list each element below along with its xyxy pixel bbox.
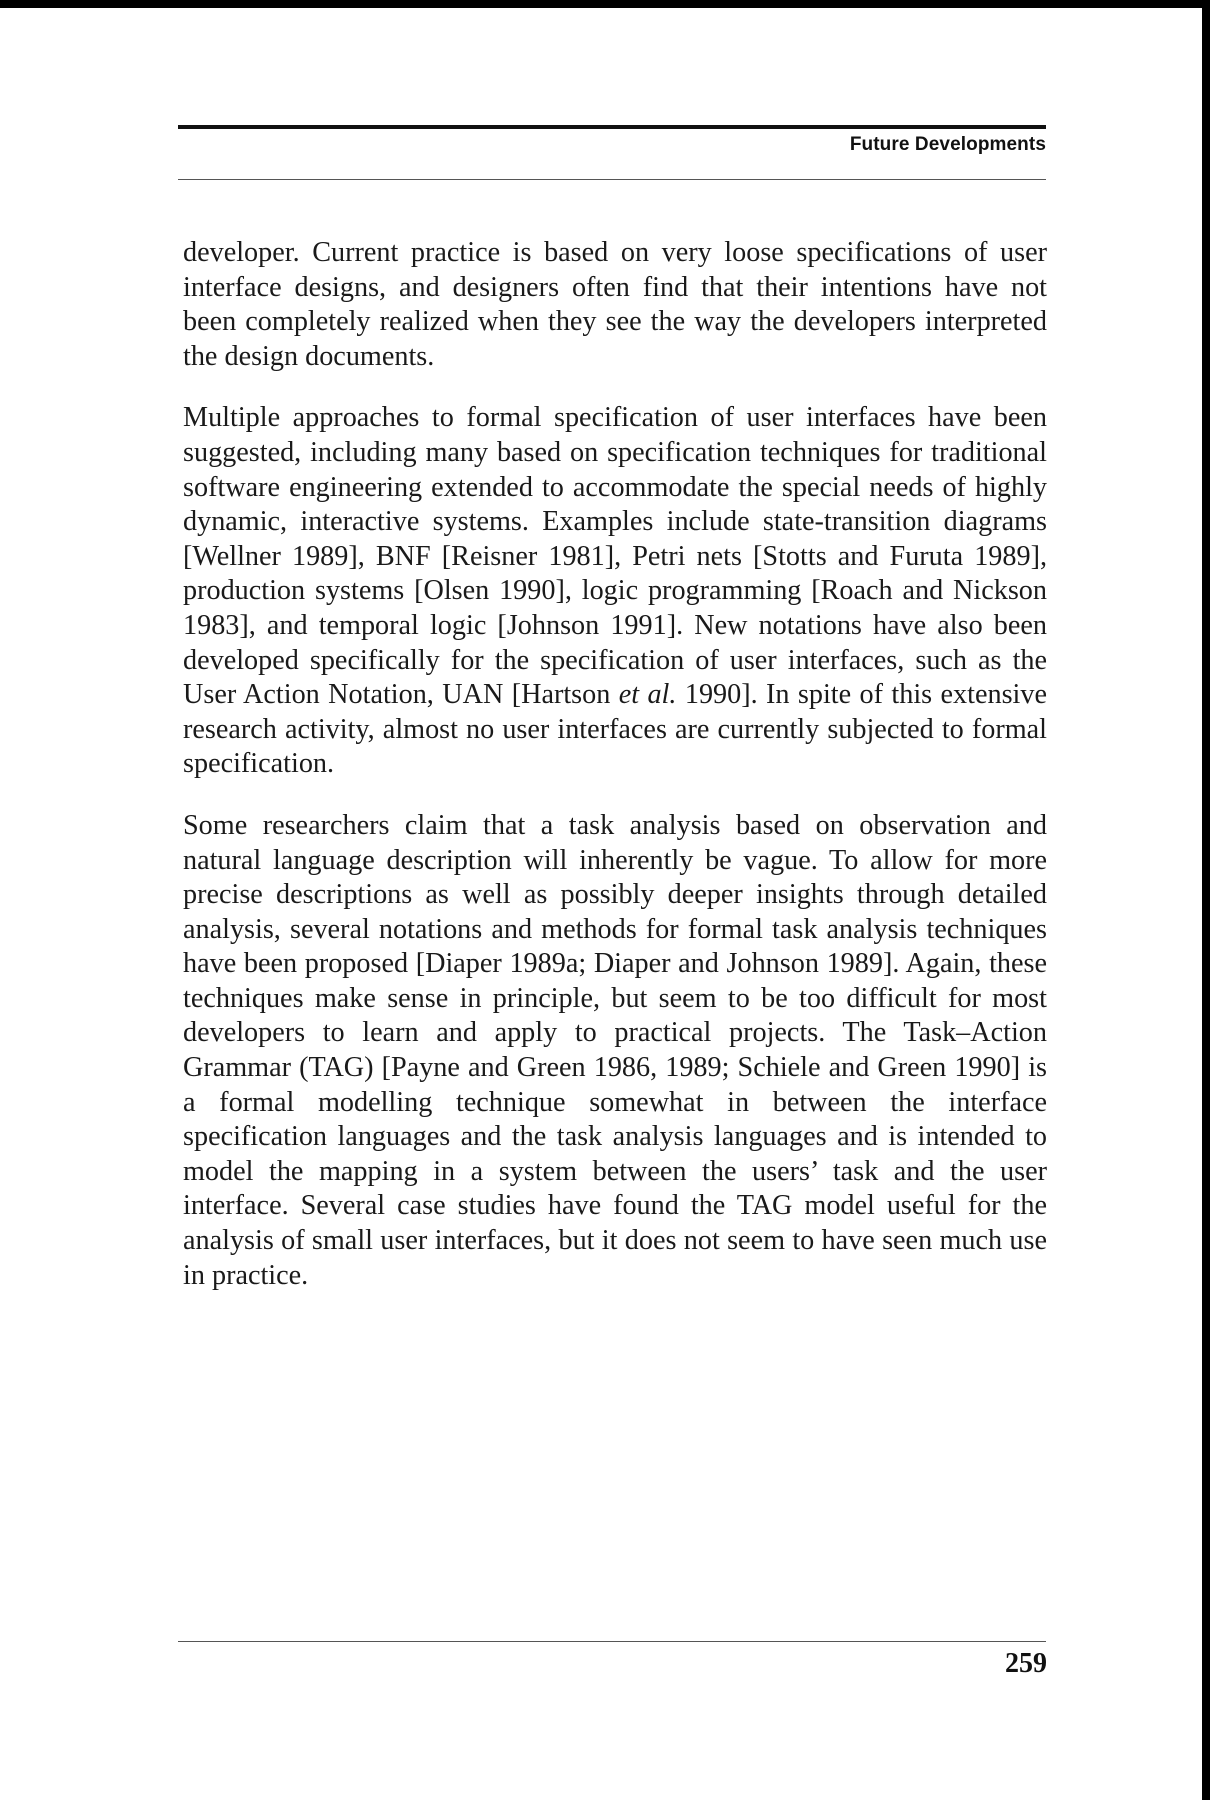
paragraph-1: developer. Current practice is based on very loose specifications of user interface designs, and designers often find that their intentions have not been completely realized when they see the way the developers interpreted the design documents. <box>183 237 1047 372</box>
body-text <box>183 236 1047 1320</box>
paragraph-2 <box>183 401 1047 782</box>
header-rule-thin <box>178 179 1046 180</box>
scan-border-right <box>1202 0 1210 1800</box>
et-al-italic: et al. <box>618 679 677 711</box>
paragraph-3: Some researchers claim that a task analysis based on observation and natural language description will inherently be vague. To allow for more precise descriptions as well as possibly deeper insights through detailed analysis, several notations and methods for formal task analysis techniques have been proposed [Diaper 1989a; Diaper and Johnson 1989]. Again, these techniques make sense in principle, but seem to be too difficult for most developers to learn and apply to practical projects. The Task–Action Grammar (TAG) [Payne and Green 1986, 1989; Schiele and Green 1990] is a formal modelling technique somewhat in between the interface specification languages and the task analysis languages and is intended to model the mapping in a system between the users’ task and the user interface. Several case studies have found the TAG model useful for the analysis of small user interfaces, but it does not seem to have seen much use in practice. <box>183 809 1047 1291</box>
footer-rule <box>178 1641 1046 1642</box>
paragraph-2-text-after: 1990]. In spite of this extensive research activity, almost no user interfaces are currently subjected to formal specification. <box>183 679 1047 780</box>
paragraph-2-text-before: Multiple approaches to formal specification of user interfaces have been suggested, including many based on specification techniques for traditional software engineering extended to accommodate the special needs of highly dynamic, interactive systems. Examples include state-transition diagrams [Wellner 1989], BNF [Reisner 1981], Petri nets [Stotts and Furuta 1989], production systems [Olsen 1990], logic programming [Roach and Nickson 1983], and temporal logic [Johnson 1991]. New notations have also been developed specifically for the specification of user interfaces, such as the User Action Notation, UAN [Hartson <box>183 402 1047 711</box>
running-head: Future Developments <box>849 134 1046 155</box>
page-number: 259 <box>1005 1648 1047 1679</box>
scan-border-top <box>0 0 1210 8</box>
header-rule-thick <box>178 125 1046 129</box>
